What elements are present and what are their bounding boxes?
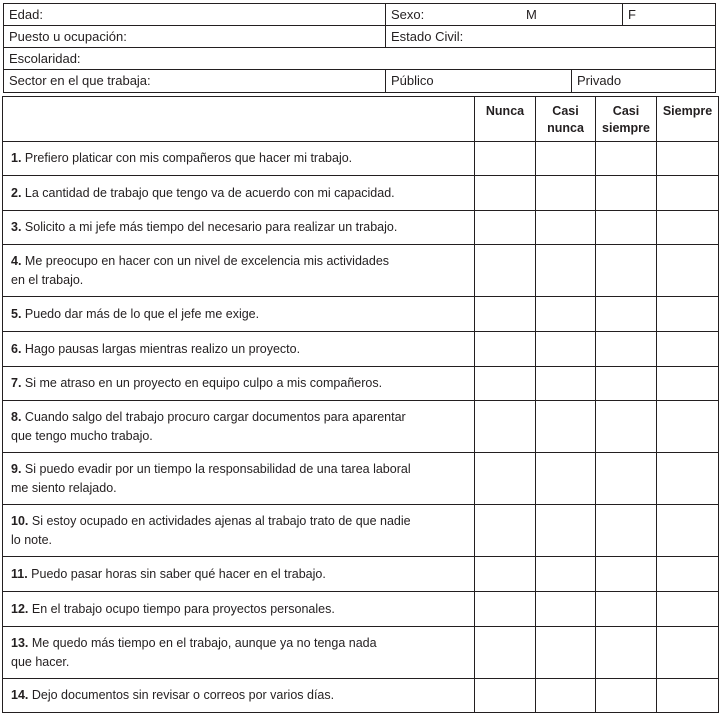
answer-casi-siempre-box[interactable] [596, 557, 657, 592]
table-row [3, 142, 719, 176]
answer-casi-siempre-box[interactable] [596, 679, 657, 713]
answer-nunca-box[interactable] [475, 401, 536, 453]
statement-number: 12. [11, 601, 29, 616]
statement-cell [3, 367, 475, 401]
sector-publico-cell[interactable] [385, 70, 571, 92]
statement-cell [3, 245, 475, 297]
sector-privado-option[interactable]: Privado [577, 73, 622, 88]
table-row [3, 211, 719, 245]
statement-text: En el trabajo ocupo tiempo para proyectos personales. [31, 601, 335, 616]
sexo-field [385, 4, 622, 25]
statement-number: 7. [11, 376, 22, 391]
statement-cell [3, 211, 475, 245]
answer-casi-nunca-box[interactable] [536, 627, 596, 679]
statement-text: Si puedo evadir por un tiempo la responsabilidad de una tarea laboral [24, 462, 411, 476]
table-row [3, 176, 719, 211]
answer-nunca-box[interactable] [475, 142, 536, 176]
answer-casi-siempre-box[interactable] [596, 297, 657, 332]
statement-number: 6. [11, 341, 22, 356]
answer-siempre-box[interactable] [657, 592, 719, 627]
statement-number: 13. [11, 636, 29, 650]
form-row-puesto-estado [3, 25, 716, 47]
form-row-escolaridad [3, 47, 716, 69]
form-row-sector [3, 69, 716, 93]
answer-nunca-box[interactable] [475, 211, 536, 245]
answer-siempre-box[interactable] [657, 211, 719, 245]
answer-casi-nunca-box[interactable] [536, 679, 596, 713]
statement-text: Solicito a mi jefe más tiempo del necesario para realizar un trabajo. [24, 220, 398, 235]
answer-siempre-box[interactable] [657, 245, 719, 297]
answer-nunca-box[interactable] [475, 679, 536, 713]
answer-nunca-box[interactable] [475, 176, 536, 211]
answer-siempre-box[interactable] [657, 297, 719, 332]
answer-siempre-box[interactable] [657, 367, 719, 401]
statement-number: 14. [11, 688, 29, 703]
questionnaire-table [2, 96, 719, 713]
escolaridad-field[interactable] [4, 48, 715, 69]
edad-label: Edad: [9, 7, 43, 22]
answer-nunca-box[interactable] [475, 592, 536, 627]
statement-text: La cantidad de trabajo que tengo va de acuerdo con mi capacidad. [24, 185, 395, 200]
table-row [3, 332, 719, 367]
statement-number: 9. [11, 462, 22, 476]
escolaridad-label: Escolaridad: [9, 51, 81, 66]
answer-siempre-box[interactable] [657, 557, 719, 592]
answer-nunca-box[interactable] [475, 332, 536, 367]
answer-casi-siempre-box[interactable] [596, 211, 657, 245]
table-row [3, 557, 719, 592]
answer-casi-nunca-box[interactable] [536, 142, 596, 176]
statement-text: Hago pausas largas mientras realizo un proyecto. [24, 341, 301, 356]
form-row-edad-sexo [3, 3, 716, 25]
statement-number: 2. [11, 185, 22, 200]
answer-casi-nunca-box[interactable] [536, 245, 596, 297]
puesto-field[interactable] [4, 26, 385, 47]
statement-text-continued: que tengo mucho trabajo. [11, 428, 153, 443]
statement-text-continued: lo note. [11, 532, 53, 547]
answer-casi-nunca-box[interactable] [536, 176, 596, 211]
header-siempre: Siempre [657, 97, 719, 142]
statement-text: Puedo pasar horas sin saber qué hacer en el trabajo. [31, 566, 326, 581]
answer-nunca-box[interactable] [475, 367, 536, 401]
answer-casi-nunca-box[interactable] [536, 453, 596, 505]
answer-nunca-box[interactable] [475, 505, 536, 557]
table-row [3, 453, 719, 505]
table-row [3, 592, 719, 627]
answer-casi-siempre-box[interactable] [596, 592, 657, 627]
sector-label: Sector en el que trabaja: [9, 73, 151, 88]
table-header-row [3, 97, 719, 142]
answer-siempre-box[interactable] [657, 401, 719, 453]
statement-text-continued: que hacer. [11, 654, 70, 669]
answer-casi-nunca-box[interactable] [536, 332, 596, 367]
sexo-option-m[interactable]: M [526, 7, 537, 22]
statement-cell [3, 627, 475, 679]
answer-casi-nunca-box[interactable] [536, 211, 596, 245]
answer-nunca-box[interactable] [475, 453, 536, 505]
answer-casi-siempre-box[interactable] [596, 142, 657, 176]
sexo-option-f[interactable]: F [628, 7, 636, 22]
sexo-label: Sexo: [391, 7, 425, 22]
sector-publico-option[interactable]: Público [391, 73, 434, 88]
answer-casi-siempre-box[interactable] [596, 505, 657, 557]
answer-casi-siempre-box[interactable] [596, 401, 657, 453]
statement-text: Puedo dar más de lo que el jefe me exige. [24, 306, 260, 321]
sector-privado-cell[interactable] [571, 70, 715, 92]
answer-siempre-box[interactable] [657, 176, 719, 211]
answer-casi-nunca-box[interactable] [536, 592, 596, 627]
edad-field[interactable] [4, 4, 385, 25]
answer-nunca-box[interactable] [475, 627, 536, 679]
answer-siempre-box[interactable] [657, 142, 719, 176]
statement-text-continued: en el trabajo. [11, 272, 84, 287]
statement-cell [3, 332, 475, 367]
answer-casi-nunca-box[interactable] [536, 505, 596, 557]
answer-casi-siempre-box[interactable] [596, 453, 657, 505]
statement-cell [3, 401, 475, 453]
statement-number: 11. [11, 566, 28, 581]
answer-casi-siempre-box[interactable] [596, 332, 657, 367]
statement-text: Me quedo más tiempo en el trabajo, aunque ya no tenga nada [31, 636, 377, 650]
estado-civil-field[interactable] [385, 26, 715, 47]
statement-number: 3. [11, 220, 22, 235]
statement-number: 1. [11, 151, 22, 166]
statement-text: Si me atraso en un proyecto en equipo culpo a mis compañeros. [24, 376, 383, 391]
table-row [3, 505, 719, 557]
statement-text: Me preocupo en hacer con un nivel de excelencia mis actividades [24, 254, 390, 268]
answer-siempre-box[interactable] [657, 453, 719, 505]
statement-cell [3, 679, 475, 713]
sector-field [4, 70, 385, 92]
header-statement [3, 97, 475, 142]
statement-text-continued: me siento relajado. [11, 480, 117, 495]
statement-text: Cuando salgo del trabajo procuro cargar documentos para aparentar [24, 410, 406, 424]
puesto-label: Puesto u ocupación: [9, 29, 127, 44]
table-row [3, 245, 719, 297]
statement-number: 8. [11, 410, 22, 424]
answer-casi-nunca-box[interactable] [536, 401, 596, 453]
statement-cell [3, 592, 475, 627]
answer-casi-nunca-box[interactable] [536, 297, 596, 332]
statement-text: Prefiero platicar con mis compañeros que hacer mi trabajo. [24, 151, 353, 166]
statement-text: Dejo documentos sin revisar o correos por varios días. [31, 688, 335, 703]
table-row [3, 627, 719, 679]
statement-cell [3, 453, 475, 505]
statement-cell [3, 505, 475, 557]
answer-casi-siempre-box[interactable] [596, 176, 657, 211]
header-casi-siempre: Casi siempre [596, 97, 657, 142]
answer-casi-nunca-box[interactable] [536, 367, 596, 401]
statement-cell [3, 176, 475, 211]
answer-nunca-box[interactable] [475, 297, 536, 332]
table-row [3, 401, 719, 453]
demographic-form [3, 3, 716, 93]
answer-nunca-box[interactable] [475, 245, 536, 297]
estado-civil-label: Estado Civil: [391, 29, 464, 44]
answer-casi-siempre-box[interactable] [596, 245, 657, 297]
table-row [3, 679, 719, 713]
statement-number: 10. [11, 514, 29, 528]
answer-siempre-box[interactable] [657, 332, 719, 367]
statement-cell [3, 557, 475, 592]
answer-nunca-box[interactable] [475, 557, 536, 592]
answer-siempre-box[interactable] [657, 505, 719, 557]
statement-number: 5. [11, 306, 22, 321]
header-casi-nunca: Casi nunca [536, 97, 596, 142]
answer-casi-nunca-box[interactable] [536, 557, 596, 592]
answer-casi-siempre-box[interactable] [596, 367, 657, 401]
sexo-option-f-cell[interactable] [622, 4, 714, 25]
header-nunca: Nunca [475, 97, 536, 142]
statement-text: Si estoy ocupado en actividades ajenas al trabajo trato de que nadie [31, 514, 411, 528]
answer-siempre-box[interactable] [657, 627, 719, 679]
answer-casi-siempre-box[interactable] [596, 627, 657, 679]
table-row [3, 367, 719, 401]
answer-siempre-box[interactable] [657, 679, 719, 713]
statement-cell [3, 297, 475, 332]
statement-cell [3, 142, 475, 176]
statement-number: 4. [11, 254, 22, 268]
table-row [3, 297, 719, 332]
